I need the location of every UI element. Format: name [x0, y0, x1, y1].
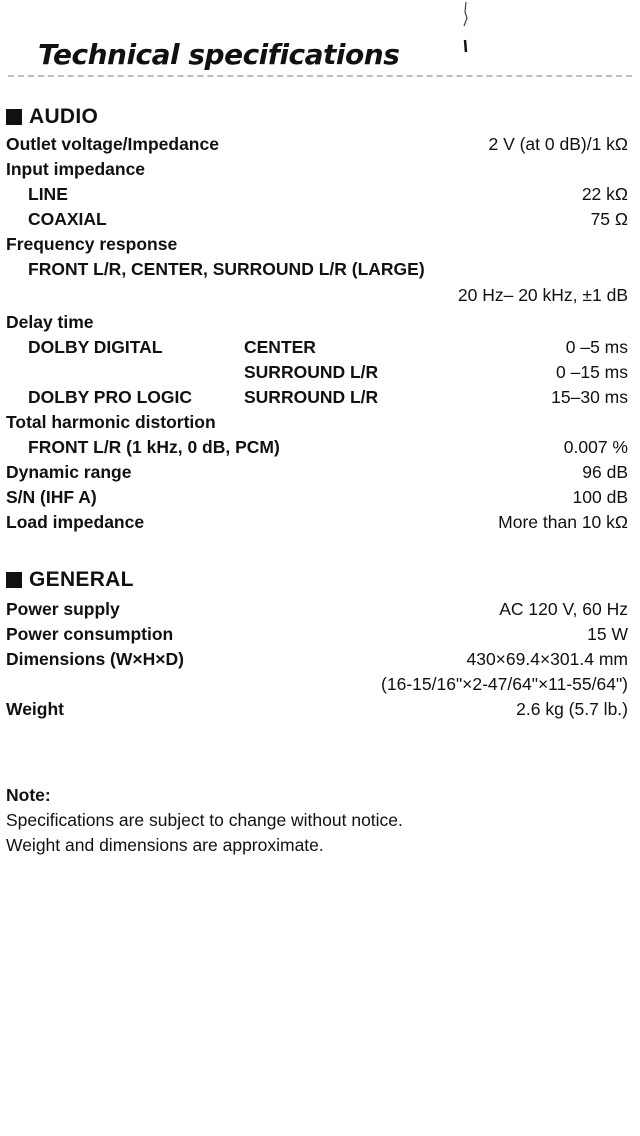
sn-value: 100 dB	[572, 487, 628, 507]
consumption-value: 15 W	[587, 624, 628, 644]
spec-row-dd-surround	[6, 360, 628, 384]
dim-inch-value: (16-15/16"×2-47/64"×11-55/64")	[381, 674, 628, 694]
dd-label: DOLBY DIGITAL	[28, 337, 163, 357]
dd-center-value: 0 –5 ms	[565, 337, 628, 357]
sn-label: S/N (IHF A)	[6, 487, 97, 507]
coaxial-label: COAXIAL	[28, 209, 107, 229]
weight-label: Weight	[6, 699, 65, 719]
spec-row-thd-channel	[6, 435, 628, 459]
note-heading: Note:	[6, 785, 51, 805]
general-section-heading	[6, 567, 134, 593]
spec-row-freq-value	[6, 283, 628, 307]
consumption-label: Power consumption	[6, 624, 174, 644]
dim-label: Dimensions (W×H×D)	[6, 649, 184, 669]
spec-row-thd	[6, 410, 628, 434]
square-bullet-icon	[6, 109, 22, 125]
freq-value: 20 Hz– 20 kHz, ±1 dB	[457, 285, 628, 305]
thd-channel: FRONT L/R (1 kHz, 0 dB, PCM)	[28, 437, 280, 457]
delay-label: Delay time	[6, 312, 94, 332]
square-bullet-icon	[6, 572, 22, 588]
audio-heading-text: AUDIO	[29, 105, 99, 128]
spec-row-line	[6, 182, 628, 206]
note-line-2: Weight and dimensions are approximate.	[6, 835, 324, 855]
title-underline	[8, 75, 632, 77]
input-label: Input impedance	[6, 159, 146, 179]
spec-row-power	[6, 597, 628, 621]
spec-row-load	[6, 510, 628, 534]
power-value: AC 120 V, 60 Hz	[499, 599, 628, 619]
dpl-surround-label: SURROUND L/R	[244, 387, 379, 407]
dyn-value: 96 dB	[582, 462, 628, 482]
spec-row-consumption	[6, 622, 628, 646]
spec-row-outlet	[6, 132, 628, 156]
dim-value: 430×69.4×301.4 mm	[466, 649, 628, 669]
spec-row-dynamic	[6, 460, 628, 484]
dpl-label: DOLBY PRO LOGIC	[28, 387, 192, 407]
spec-row-delay	[6, 310, 628, 334]
scan-mark-icon	[448, 0, 478, 60]
dd-surround-label: SURROUND L/R	[244, 362, 379, 382]
spec-row-dd-center	[6, 335, 628, 359]
outlet-label: Outlet voltage/Impedance	[6, 134, 219, 154]
general-heading-text: GENERAL	[29, 568, 134, 591]
spec-row-dimensions	[6, 647, 628, 671]
note-line-1: Specifications are subject to change without notice.	[6, 810, 403, 830]
coaxial-value: 75 Ω	[590, 209, 628, 229]
spec-row-input	[6, 157, 628, 181]
spec-row-dpl	[6, 385, 628, 409]
spec-row-sn	[6, 485, 628, 509]
line-label: LINE	[28, 184, 68, 204]
outlet-value: 2 V (at 0 dB)/1 kΩ	[488, 134, 628, 154]
dyn-label: Dynamic range	[6, 462, 132, 482]
line-value: 22 kΩ	[581, 184, 628, 204]
freq-channels: FRONT L/R, CENTER, SURROUND L/R (LARGE)	[28, 259, 425, 279]
spec-row-freq	[6, 232, 628, 256]
load-label: Load impedance	[6, 512, 145, 532]
audio-section-heading	[6, 104, 98, 130]
spec-row-weight	[6, 697, 628, 721]
freq-label: Frequency response	[6, 234, 178, 254]
dpl-surround-value: 15–30 ms	[551, 387, 628, 407]
page-title: Technical specifications	[38, 38, 400, 71]
weight-value: 2.6 kg (5.7 lb.)	[516, 699, 628, 719]
spec-row-freq-channels	[6, 257, 628, 281]
power-label: Power supply	[6, 599, 120, 619]
dd-surround-value: 0 –15 ms	[556, 362, 628, 382]
thd-value: 0.007 %	[563, 437, 628, 457]
spec-row-dimensions-inch	[6, 672, 628, 696]
thd-label: Total harmonic distortion	[6, 412, 216, 432]
spec-row-coaxial	[6, 207, 628, 231]
load-value: More than 10 kΩ	[498, 512, 628, 532]
dd-center-label: CENTER	[244, 337, 316, 357]
